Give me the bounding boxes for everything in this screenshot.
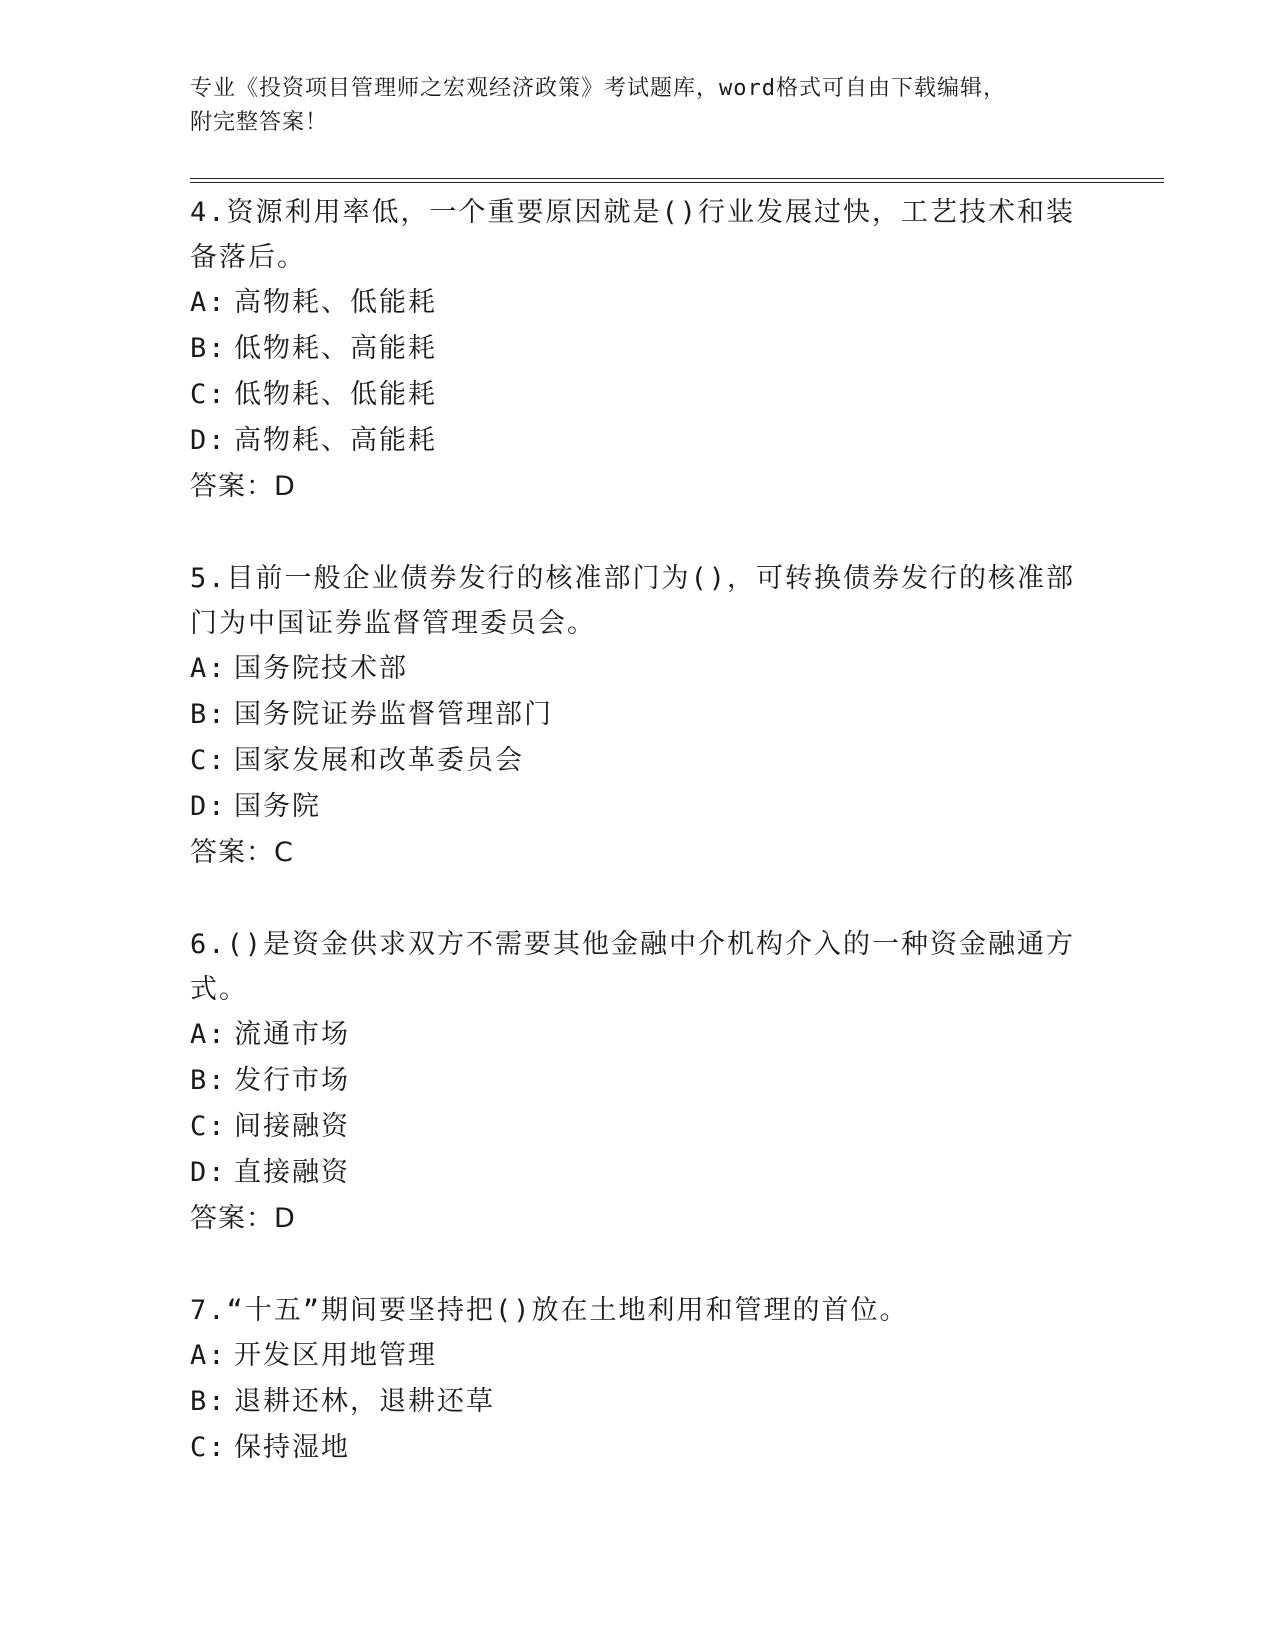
option-key: A: (190, 1019, 227, 1050)
question-text: 6.()是资金供求双方不需要其他金融中介机构介入的一种资金融通方式。 (190, 929, 1076, 1005)
option-text: 低物耗、低能耗 (234, 379, 437, 410)
header-line-1: 专业《投资项目管理师之宏观经济政策》考试题库，word格式可自由下载编辑， (190, 76, 1006, 101)
option-b (190, 1058, 1090, 1104)
question-6 (190, 922, 1090, 1242)
option-c (190, 1425, 1090, 1471)
option-b (190, 1379, 1090, 1425)
option-a (190, 1012, 1090, 1058)
option-text: 退耕还林，退耕还草 (234, 1386, 495, 1417)
option-text: 开发区用地管理 (234, 1340, 437, 1371)
option-text: 国务院 (234, 791, 321, 822)
header-divider-bottom (190, 182, 1164, 183)
question-text: 7.“十五”期间要坚持把()放在土地利用和管理的首位。 (190, 1295, 909, 1326)
option-key: B: (190, 1386, 227, 1417)
option-key: A: (190, 287, 227, 318)
question-list (190, 190, 1090, 1517)
option-key: A: (190, 653, 227, 684)
option-text: 高物耗、低能耗 (234, 287, 437, 318)
option-key: B: (190, 333, 227, 364)
option-key: D: (190, 425, 227, 456)
option-text: 国务院证券监督管理部门 (234, 699, 553, 730)
header-line-2: 附完整答案！ (190, 110, 329, 135)
option-key: C: (190, 745, 227, 776)
option-a (190, 1333, 1090, 1379)
option-b (190, 326, 1090, 372)
header-divider-top (190, 178, 1164, 179)
question-4 (190, 190, 1090, 510)
option-text: 发行市场 (234, 1065, 350, 1096)
question-7 (190, 1288, 1090, 1471)
option-text: 低物耗、高能耗 (234, 333, 437, 364)
question-text: 4.资源利用率低，一个重要原因就是()行业发展过快，工艺技术和装备落后。 (190, 197, 1076, 273)
option-text: 流通市场 (234, 1019, 350, 1050)
option-text: 保持湿地 (234, 1432, 350, 1463)
option-text: 直接融资 (234, 1157, 350, 1188)
question-5 (190, 556, 1090, 876)
option-key: D: (190, 791, 227, 822)
option-key: C: (190, 379, 227, 410)
option-key: C: (190, 1432, 227, 1463)
option-a (190, 280, 1090, 326)
option-d (190, 784, 1090, 830)
option-key: D: (190, 1157, 227, 1188)
answer-line: 答案：D (190, 1203, 296, 1234)
option-b (190, 692, 1090, 738)
option-text: 高物耗、高能耗 (234, 425, 437, 456)
option-d (190, 418, 1090, 464)
option-key: B: (190, 699, 227, 730)
option-c (190, 1104, 1090, 1150)
option-text: 间接融资 (234, 1111, 350, 1142)
answer-line: 答案：C (190, 837, 294, 868)
option-a (190, 646, 1090, 692)
option-key: B: (190, 1065, 227, 1096)
question-text: 5.目前一般企业债券发行的核准部门为()，可转换债券发行的核准部门为中国证券监督管理委员会。 (190, 563, 1076, 639)
option-d (190, 1150, 1090, 1196)
answer-line: 答案：D (190, 471, 296, 502)
option-c (190, 372, 1090, 418)
option-text: 国家发展和改革委员会 (234, 745, 524, 776)
option-key: A: (190, 1340, 227, 1371)
option-key: C: (190, 1111, 227, 1142)
option-c (190, 738, 1090, 784)
document-header (190, 72, 1070, 140)
option-text: 国务院技术部 (234, 653, 408, 684)
